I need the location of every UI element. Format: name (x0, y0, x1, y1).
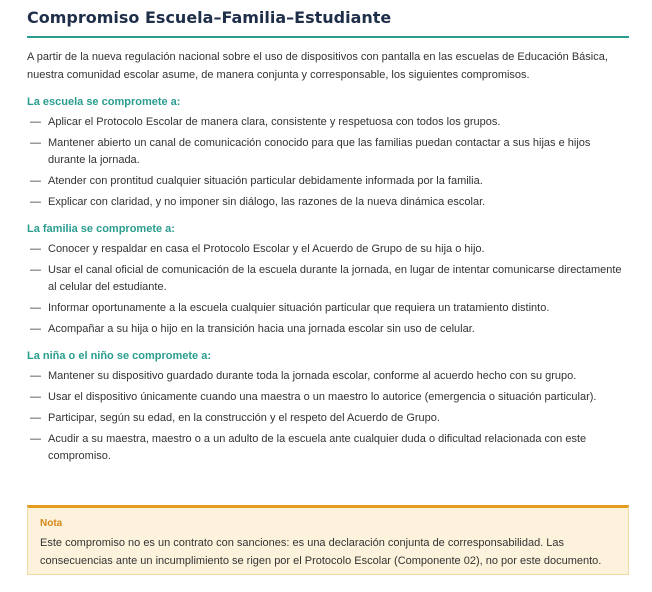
list-item: — Participar, según su edad, en la construcción y el respeto del Acuerdo de Grupo. (27, 410, 629, 427)
page-title: Compromiso Escuela–Familia–Estudiante (27, 8, 629, 38)
note-title: Nota (40, 518, 63, 529)
list-item: — Acompañar a su hija o hijo en la transición hacia una jornada escolar sin uso de celular. (27, 321, 629, 338)
commitment-list (27, 114, 629, 211)
note-text: Este compromiso no es un contrato con sanciones: es una declaración conjunta de corresponsabilidad. Las consecuencias ante un incumplimiento se rigen por el Protocolo Escolar (Componente 02), no por este documento. (40, 537, 602, 567)
list-item: — Mantener abierto un canal de comunicación conocido para que las familias puedan contactar a sus hijas e hijos durante la jornada. (30, 137, 591, 166)
dash-bullet: — (30, 264, 41, 276)
section-school (27, 94, 629, 211)
section-heading: La escuela se compromete a: (27, 96, 181, 108)
dash-bullet: — (30, 391, 41, 403)
list-item: — Acudir a su maestra, maestro o a un adulto de la escuela ante cualquier duda o dificultad relacionada con este compromiso. (30, 433, 587, 462)
document (27, 0, 629, 469)
list-item: — Aplicar el Protocolo Escolar de manera clara, consistente y respetuosa con todos los grupos. (27, 114, 629, 131)
dash-bullet: — (30, 116, 41, 128)
section-family (27, 221, 629, 338)
dash-bullet: — (30, 175, 41, 187)
list-item: — Explicar con claridad, y no imponer sin diálogo, las razones de la nueva dinámica escolar. (27, 194, 629, 211)
dash-bullet: — (30, 412, 41, 424)
dash-bullet: — (30, 196, 41, 208)
dash-bullet: — (30, 323, 41, 335)
section-heading: La niña o el niño se compromete a: (27, 350, 211, 362)
commitment-list (27, 241, 629, 338)
section-student (27, 348, 629, 465)
list-item: — Usar el canal oficial de comunicación de la escuela durante la jornada, en lugar de intentar comunicarse directamente al celular del estudiante. (30, 264, 622, 293)
dash-bullet: — (30, 137, 41, 149)
dash-bullet: — (30, 433, 41, 445)
list-item: — Atender con prontitud cualquier situación particular debidamente informada por la familia. (27, 173, 629, 190)
intro-paragraph: A partir de la nueva regulación nacional sobre el uso de dispositivos con pantalla en las escuelas de Educación Básica, nuestra comunidad escolar asume, de manera conjunta y corresponsable, los siguientes compromisos. (27, 51, 608, 81)
dash-bullet: — (30, 370, 41, 382)
note-box (27, 505, 629, 575)
list-item: — Informar oportunamente a la escuela cualquier situación particular que requiera un tratamiento distinto. (27, 300, 629, 317)
list-item: — Usar el dispositivo únicamente cuando una maestra o un maestro lo autorice (emergencia o situación particular). (27, 389, 629, 406)
dash-bullet: — (30, 243, 41, 255)
section-heading: La familia se compromete a: (27, 223, 175, 235)
dash-bullet: — (30, 302, 41, 314)
commitment-list (27, 368, 629, 465)
list-item: — Conocer y respaldar en casa el Protocolo Escolar y el Acuerdo de Grupo de su hija o hijo. (27, 241, 629, 258)
list-item: — Mantener su dispositivo guardado durante toda la jornada escolar, conforme al acuerdo hecho con su grupo. (27, 368, 629, 385)
